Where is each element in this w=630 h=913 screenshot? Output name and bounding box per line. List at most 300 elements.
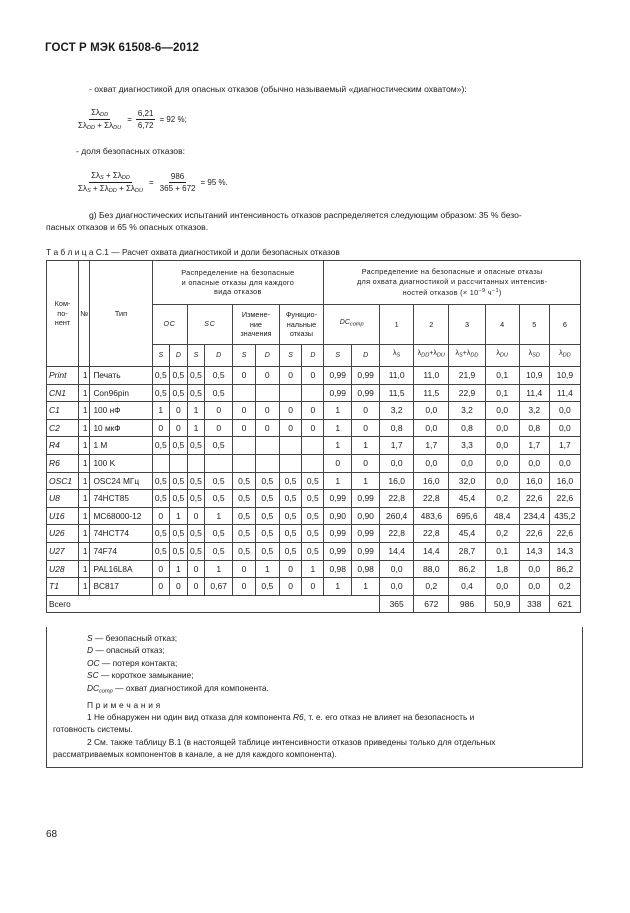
cell-component: U28 [47,560,79,578]
cell-type: 74F74 [90,542,152,560]
table-cell: 0 [152,560,170,578]
table-cell: 0 [233,419,256,437]
table-cell: 0,5 [255,490,279,508]
table-cell: 0 [255,402,279,420]
table-cell [279,384,302,402]
table-cell: 0 [352,419,380,437]
table-cell: 0,0 [519,578,549,596]
table-cell: 0,5 [205,384,233,402]
table-cell: 1,7 [414,437,449,455]
table-cell: 21,9 [449,367,485,385]
table-cell: 0 [187,507,205,525]
page-number: 68 [46,829,58,840]
table-cell [279,454,302,472]
cell-number: 1 [79,402,90,420]
table-cell: 86,2 [449,560,485,578]
th-s: S [152,345,170,367]
table-cell: 0 [205,419,233,437]
table-cell: 0 [302,419,324,437]
table-cell: 86,2 [549,560,580,578]
legend-item: $DC_{comp}$ — охват диагностикой для компонента. [87,682,269,695]
table-cell: 0,5 [187,490,205,508]
table-cell: 0,5 [279,525,302,543]
table-cell: 1 [324,578,352,596]
table-cell: 22,6 [519,525,549,543]
table-row [47,542,581,560]
table-cell: 0,0 [414,402,449,420]
note-2-line2: рассматриваемых компонентов в канале, а не для каждого компонента). [53,749,337,760]
table-cell: 22,6 [549,525,580,543]
table-cell: 0,5 [205,437,233,455]
th-sc: SC [187,305,233,345]
table-cell: 0,5 [187,542,205,560]
cell-component: R6 [47,454,79,472]
cell-component: U16 [47,507,79,525]
table-row [47,384,581,402]
table-cell: 0,0 [485,402,519,420]
table-cell: 0,5 [233,472,256,490]
table-cell: 0,5 [170,542,188,560]
table-cell: 3,2 [449,402,485,420]
table-cell: 0 [279,367,302,385]
th-group-coverage: Распределение на безопасные и опасные отказы для охвата диагностикой и рассчитанных интенсив- ностей отказов (× $10^{-9}$ $ч^{-1}$) [324,261,581,305]
cell-type: 10 мкФ [90,419,152,437]
table-cell: 0,5 [152,490,170,508]
cell-type: Печать [90,367,152,385]
table-cell: 1 [205,560,233,578]
table-cell: 0 [302,402,324,420]
table-cell: 0 [302,578,324,596]
th-func: Функцио- нальные отказы [279,305,324,345]
table-cell: 234,4 [519,507,549,525]
table-cell: 0,2 [485,525,519,543]
table-cell: 0,8 [519,419,549,437]
table-row [47,507,581,525]
table-cell [233,437,256,455]
th-no: № [79,261,90,367]
table-caption: Т а б л и ц а С.1 — Расчет охвата диагностикой и доли безопасных отказов [46,247,340,257]
table-cell: 0,8 [380,419,414,437]
table-cell: 0,5 [152,472,170,490]
table-cell [170,454,188,472]
table-cell: 0,5 [152,367,170,385]
table-cell [233,384,256,402]
table-cell: 0,2 [549,578,580,596]
table-cell [255,437,279,455]
cell-number: 1 [79,384,90,402]
table-cell: 1 [170,560,188,578]
table-row [47,419,581,437]
table-cell: 0 [279,578,302,596]
table-cell: 22,8 [380,525,414,543]
table-cell: 0,5 [187,384,205,402]
table-cell: 0,1 [485,367,519,385]
table-cell: 11,0 [380,367,414,385]
cell-type: 1 M [90,437,152,455]
table-cell: 0,5 [205,525,233,543]
table-cell [302,454,324,472]
table-cell [302,384,324,402]
table-cell: 0 [233,367,256,385]
table-cell: 0,8 [449,419,485,437]
table-cell: 16,0 [549,472,580,490]
table-cell: 0,0 [519,560,549,578]
th-change: Измене- ние значения [233,305,280,345]
table-cell: 0 [233,560,256,578]
table-cell: 16,0 [414,472,449,490]
table-row [47,472,581,490]
table-cell: 0,5 [302,542,324,560]
table-cell: 0,0 [414,454,449,472]
table-cell: 1 [324,472,352,490]
table-cell: 0,5 [302,490,324,508]
table-cell: 0,5 [279,542,302,560]
table-cell: 3,3 [449,437,485,455]
table-cell [187,454,205,472]
table-cell: 0 [187,578,205,596]
table-row [47,402,581,420]
table-row [47,525,581,543]
table-cell: 28,7 [449,542,485,560]
table-cell: 0,5 [302,525,324,543]
cell-number: 1 [79,560,90,578]
table-cell: 0,0 [380,578,414,596]
table-cell: 11,5 [414,384,449,402]
total-value: 365 [380,595,414,613]
table-cell: 0 [205,402,233,420]
table-cell: 0,90 [324,507,352,525]
th-num-2: 2 [414,305,449,345]
table-cell: 0,67 [205,578,233,596]
table-cell: 0,5 [205,472,233,490]
table-cell: 1,7 [519,437,549,455]
cell-number: 1 [79,472,90,490]
table-cell: 1 [170,507,188,525]
table-cell: 0 [302,367,324,385]
table-cell: 0,5 [302,472,324,490]
table-row [47,560,581,578]
table-cell: 1,8 [485,560,519,578]
th-lambda-6: $\lambda_{DD}$ [549,345,580,367]
table-cell: 0,5 [170,525,188,543]
table-cell: 0,0 [485,419,519,437]
table-cell: 0,0 [549,402,580,420]
th-d: D [255,345,279,367]
table-cell: 0 [255,367,279,385]
table-cell: 0 [187,560,205,578]
table-cell: 0,5 [170,384,188,402]
table-cell: 1 [324,419,352,437]
table-cell: 0,99 [352,367,380,385]
table-cell: 1 [255,560,279,578]
th-num-1: 1 [380,305,414,345]
total-value: 621 [549,595,580,613]
th-s: S [187,345,205,367]
table-cell: 0,99 [324,367,352,385]
cell-number: 1 [79,367,90,385]
formula-diagnostic-coverage: $\frac{\Sigma\lambda_{DD}}{\Sigma\lambda_{DD} + \Sigma\lambda_{DU}}$ = $\frac{6,21}{6,72}$ = 92 %; [78,108,187,131]
table-cell: 0,5 [187,437,205,455]
table-cell: 0,0 [485,472,519,490]
table-cell: 0,5 [187,367,205,385]
table-cell: 0,0 [485,578,519,596]
th-d: D [302,345,324,367]
table-cell: 0 [233,402,256,420]
table-cell: 22,9 [449,384,485,402]
cell-number: 1 [79,454,90,472]
table-cell: 16,0 [519,472,549,490]
cell-component: T1 [47,578,79,596]
table-cell: 1 [205,507,233,525]
table-cell [279,437,302,455]
table-cell: 0,5 [255,578,279,596]
total-row [47,595,581,613]
table-cell: 0,5 [170,490,188,508]
table-cell: 0,0 [380,560,414,578]
table-cell: 0,5 [255,542,279,560]
table-cell: 48,4 [485,507,519,525]
cell-type: BC817 [90,578,152,596]
table-cell: 0,5 [152,542,170,560]
cell-component: U27 [47,542,79,560]
table-cell: 0,5 [152,384,170,402]
legend-list [53,632,576,698]
table-cell: 0,5 [279,472,302,490]
table-cell: 0,5 [279,490,302,508]
cell-type: 74HCT85 [90,490,152,508]
notes-block [46,627,583,768]
table-cell: 1 [352,578,380,596]
table-cell: 0 [233,578,256,596]
table-cell: 1 [324,437,352,455]
table-cell: 16,0 [380,472,414,490]
table-cell: 0,5 [170,472,188,490]
table-cell: 0,5 [233,525,256,543]
th-component: Ком- по- нент [47,261,79,367]
table-cell: 0,5 [233,507,256,525]
table-cell: 0 [170,419,188,437]
note-1: 1 Не обнаружен ни один вид отказа для компонента R6, т. е. его отказ не влияет на безопасность и [87,711,475,722]
table-cell: 0,5 [152,437,170,455]
table-cell: 0,99 [324,525,352,543]
table-cell: 45,4 [449,525,485,543]
th-dc: $DC_{comp}$ [324,305,380,345]
legend-item: D — опасный отказ; [87,645,165,656]
cell-component: C2 [47,419,79,437]
th-lambda-3: $\lambda_S+\lambda_{DD}$ [449,345,485,367]
table-cell: 0,5 [205,490,233,508]
table-cell: 0,99 [352,490,380,508]
table-cell: 11,0 [414,367,449,385]
cell-number: 1 [79,507,90,525]
table-cell: 1 [352,472,380,490]
table-cell: 0 [352,402,380,420]
table-cell: 0,2 [414,578,449,596]
total-value: 986 [449,595,485,613]
th-num-3: 3 [449,305,485,345]
table-cell: 0,2 [485,490,519,508]
table-cell: 0,1 [485,542,519,560]
th-type: Тип [90,261,152,367]
table-cell: 0 [352,454,380,472]
table-cell: 0 [170,578,188,596]
table-cell: 0,5 [279,507,302,525]
table-row [47,578,581,596]
table-cell: 45,4 [449,490,485,508]
table-cell: 1 [187,419,205,437]
th-num-4: 4 [485,305,519,345]
paragraph-g-line1: g) Без диагностических испытаний интенсивность отказов распределяется следующим образом: 35 % безо- [89,210,522,220]
cell-type: 74HCT74 [90,525,152,543]
cell-type: PAL16L8A [90,560,152,578]
table-cell: 14,3 [519,542,549,560]
table-cell: 22,8 [414,490,449,508]
table-cell: 0,99 [324,384,352,402]
table-cell: 0,5 [255,472,279,490]
th-d: D [352,345,380,367]
table-cell [255,454,279,472]
table-cell: 0,99 [352,542,380,560]
table-cell: 0,0 [449,454,485,472]
table-cell: 0 [279,560,302,578]
note-2: 2 См. также таблицу В.1 (в настоящей таблице интенсивности отказов приведены только для отдельных [87,736,496,747]
th-lambda-5: $\lambda_{SD}$ [519,345,549,367]
table-cell: 1 [302,560,324,578]
table-cell: 0,98 [324,560,352,578]
table-cell [152,454,170,472]
cell-component: C1 [47,402,79,420]
total-label: Всего [47,595,380,613]
legend-item: SC — короткое замыкание; [87,670,194,681]
cell-component: CN1 [47,384,79,402]
table-cell: 0,5 [205,367,233,385]
table-cell: 1,7 [549,437,580,455]
table-cell: 14,3 [549,542,580,560]
th-oc: ОС [152,305,187,345]
th-lambda-1: $\lambda_S$ [380,345,414,367]
total-value: 672 [414,595,449,613]
table-cell: 14,4 [380,542,414,560]
table-cell [205,454,233,472]
cell-number: 1 [79,490,90,508]
table-cell [255,384,279,402]
notes-title: П р и м е ч а н и я [87,699,161,710]
table-cell: 0,5 [187,472,205,490]
table-cell: 0,0 [519,454,549,472]
formula-safe-fraction: $\frac{\Sigma\lambda_S + \Sigma\lambda_{DD}}{\Sigma\lambda_S + \Sigma\lambda_{DD} + \Sigma\lambda_{DU}}$ = $\frac{986}{365 + 672}$ = 95 %. [78,171,228,194]
paragraph-g-line2: пасных отказов и 65 % опасных отказов. [46,222,209,232]
table-cell: 10,9 [519,367,549,385]
table-cell: 22,6 [519,490,549,508]
note-1-line2: готовность системы. [53,724,133,735]
table-cell: 0,5 [152,525,170,543]
table-cell: 11,4 [519,384,549,402]
th-lambda-2: $\lambda_{DD}+\lambda_{DU}$ [414,345,449,367]
th-s: S [324,345,352,367]
failure-table [46,260,581,613]
table-cell: 0,4 [449,578,485,596]
table-cell: 0,5 [255,525,279,543]
table-cell: 0,99 [324,542,352,560]
cell-type: Con96pin [90,384,152,402]
table-cell: 0 [170,402,188,420]
table-cell: 0 [279,419,302,437]
table-cell: 0,5 [205,542,233,560]
cell-component: U26 [47,525,79,543]
table-cell: 0,5 [233,490,256,508]
table-cell: 1 [352,437,380,455]
cell-type: 100 K [90,454,152,472]
cell-type: OSC24 МГц [90,472,152,490]
table-cell: 0,98 [352,560,380,578]
table-row [47,437,581,455]
th-d: D [170,345,188,367]
table-cell [302,437,324,455]
cell-component: OSC1 [47,472,79,490]
th-d: D [205,345,233,367]
table-cell: 0,90 [352,507,380,525]
cell-number: 1 [79,419,90,437]
table-cell: 0,0 [549,454,580,472]
table-cell: 10,9 [549,367,580,385]
th-lambda-4: $\lambda_{DU}$ [485,345,519,367]
cell-number: 1 [79,437,90,455]
cell-number: 1 [79,542,90,560]
table-row [47,490,581,508]
table-cell: 88,0 [414,560,449,578]
cell-number: 1 [79,578,90,596]
th-s: S [279,345,302,367]
table-cell: 0,5 [233,542,256,560]
table-cell: 1 [187,402,205,420]
table-cell: 0,99 [352,525,380,543]
legend-item: OC — потеря контакта; [87,657,178,668]
table-cell: 3,2 [380,402,414,420]
coverage-text: - охват диагностикой для опасных отказов (обычно называемый «диагностическим охватом»): [89,84,467,94]
table-row [47,454,581,472]
table-cell: 0,5 [187,525,205,543]
table-cell: 0 [152,507,170,525]
table-cell: 11,5 [380,384,414,402]
table-cell: 0,0 [485,437,519,455]
table-cell: 1,7 [380,437,414,455]
table-cell: 0 [152,578,170,596]
table-cell: 1 [324,402,352,420]
document-header: ГОСТ Р МЭК 61508-6—2012 [45,42,199,54]
total-value: 50,9 [485,595,519,613]
cell-number: 1 [79,525,90,543]
table-cell: 0 [255,419,279,437]
th-group-failure-modes: Распределение на безопасные и опасные отказы для каждого вида отказов [152,261,324,305]
total-value: 338 [519,595,549,613]
table-cell: 22,6 [549,490,580,508]
table-cell: 0,5 [170,437,188,455]
table-cell: 260,4 [380,507,414,525]
th-num-6: 6 [549,305,580,345]
table-cell: 0 [324,454,352,472]
cell-component: Print [47,367,79,385]
table-cell: 0,99 [352,384,380,402]
table-cell: 0,5 [302,507,324,525]
table-cell: 22,8 [414,525,449,543]
table-cell: 0,0 [485,454,519,472]
table-cell: 0 [152,419,170,437]
cell-component: U8 [47,490,79,508]
table-cell: 0,5 [255,507,279,525]
table-cell: 0,5 [170,367,188,385]
table-cell: 14,4 [414,542,449,560]
th-num-5: 5 [519,305,549,345]
